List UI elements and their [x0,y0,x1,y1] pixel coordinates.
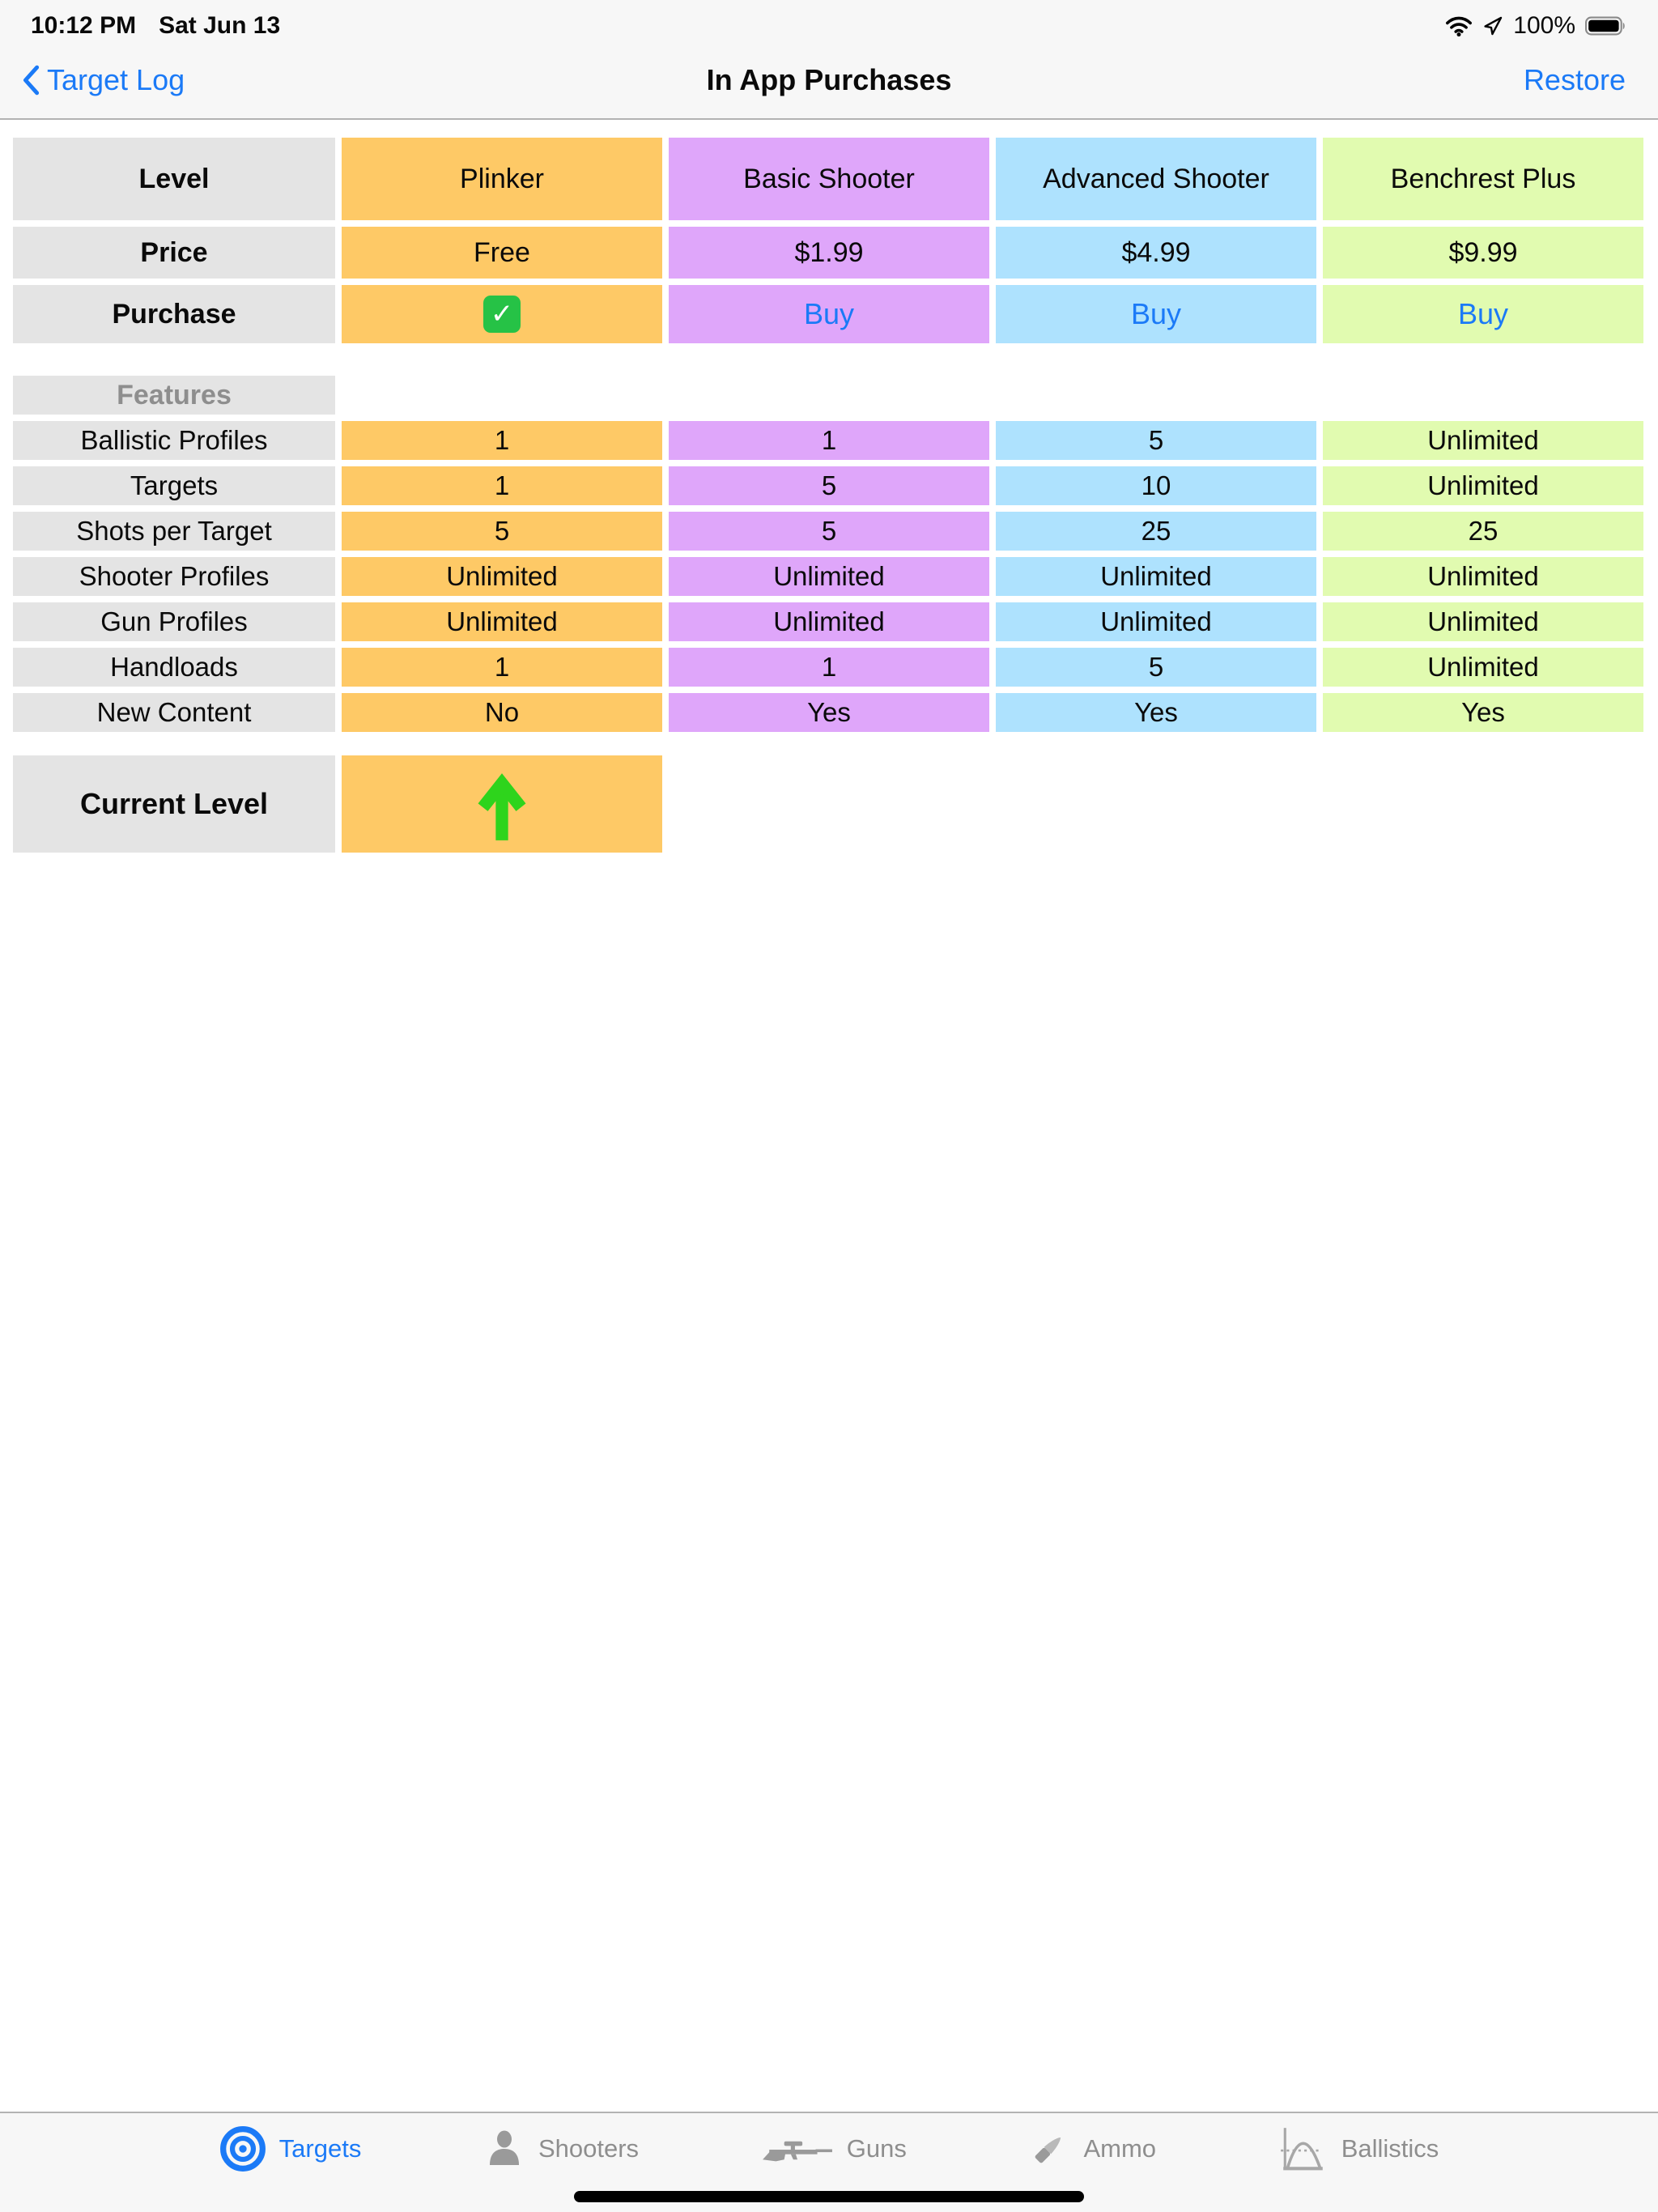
location-arrow-icon [1482,15,1503,36]
feature-cell: Unlimited [1323,466,1643,505]
wifi-icon [1445,15,1473,36]
price-cell: $1.99 [669,227,989,279]
feature-cell: Unlimited [1323,648,1643,687]
buy-benchrest-plus-button[interactable] [1323,285,1643,343]
table-row-shooter-profiles [0,557,1658,596]
feature-cell: 1 [342,421,662,460]
row-label-current-level: Current Level [13,755,335,853]
column-header-plinker: Plinker [342,138,662,220]
column-header-advanced-shooter: Advanced Shooter [996,138,1316,220]
row-label-level: Level [13,138,335,220]
table-row-current-level [0,755,1658,853]
feature-cell: No [342,693,662,732]
buy-label: Buy [803,297,855,330]
feature-cell: 25 [996,512,1316,551]
feature-cell: 1 [669,421,989,460]
purchased-cell [342,285,662,343]
features-section-label: Features [13,376,335,415]
feature-cell: Unlimited [996,557,1316,596]
tab-label: Ammo [1083,2134,1157,2163]
row-label: New Content [13,693,335,732]
buy-basic-shooter-button[interactable] [669,285,989,343]
table-row-new-content [0,693,1658,732]
table-row-gun-profiles [0,602,1658,641]
tab-label: Targets [278,2134,362,2163]
feature-cell: Unlimited [1323,421,1643,460]
content-area [0,120,1658,859]
current-level-cell-plinker [342,755,662,853]
feature-cell: 1 [342,648,662,687]
feature-cell: 5 [669,466,989,505]
buy-label: Buy [1457,297,1509,330]
status-bar [0,0,1658,47]
tab-label: Shooters [538,2134,640,2163]
table-row-shots-per-target [0,512,1658,551]
table-row-ballistic-profiles [0,421,1658,460]
tab-guns[interactable] [761,2133,907,2164]
green-check-icon: ✓ [483,296,521,333]
tab-label: Ballistics [1341,2134,1439,2163]
table-row-purchase [0,285,1658,343]
price-cell: $4.99 [996,227,1316,279]
tab-targets[interactable] [219,2125,362,2172]
row-label-price: Price [13,227,335,279]
row-label-purchase: Purchase [13,285,335,343]
feature-cell: Unlimited [1323,602,1643,641]
feature-cell: Unlimited [342,602,662,641]
status-date: Sat Jun 13 [159,12,281,39]
feature-cell: Unlimited [669,602,989,641]
feature-cell: Unlimited [669,557,989,596]
feature-cell: 5 [342,512,662,551]
status-time: 10:12 PM [31,12,137,39]
column-header-basic-shooter: Basic Shooter [669,138,989,220]
bullet-icon [1028,2128,1070,2170]
feature-cell: Unlimited [996,602,1316,641]
target-icon [219,2125,266,2172]
purchase-table [0,120,1658,853]
tab-ballistics[interactable] [1278,2125,1439,2172]
row-label: Targets [13,466,335,505]
feature-cell: 5 [996,648,1316,687]
feature-cell: 1 [342,466,662,505]
tab-bar [0,2112,1658,2212]
price-cell: $9.99 [1323,227,1643,279]
table-row-level [0,138,1658,220]
feature-cell: Yes [996,693,1316,732]
battery-icon [1585,15,1627,36]
feature-cell: Yes [669,693,989,732]
buy-advanced-shooter-button[interactable] [996,285,1316,343]
feature-cell: 5 [669,512,989,551]
row-label: Shots per Target [13,512,335,551]
table-row-features-header [0,376,1658,415]
feature-cell: Unlimited [342,557,662,596]
tab-label: Guns [846,2134,907,2163]
row-label: Shooter Profiles [13,557,335,596]
back-button-label: Target Log [47,63,185,96]
page-title: In App Purchases [706,63,952,96]
row-label: Gun Profiles [13,602,335,641]
row-label: Handloads [13,648,335,687]
battery-percent: 100% [1513,12,1575,39]
green-up-arrow-icon [475,764,529,844]
table-row-price [0,227,1658,279]
column-header-benchrest-plus: Benchrest Plus [1323,138,1643,220]
trajectory-icon [1278,2125,1329,2172]
feature-cell: 10 [996,466,1316,505]
rifle-icon [761,2133,834,2164]
price-cell: Free [342,227,662,279]
restore-button[interactable]: Restore [1523,63,1626,96]
feature-cell: 1 [669,648,989,687]
feature-cell: Yes [1323,693,1643,732]
tab-ammo[interactable] [1028,2128,1156,2170]
buy-label: Buy [1130,297,1182,330]
home-indicator[interactable] [574,2191,1084,2202]
row-label: Ballistic Profiles [13,421,335,460]
feature-cell: 5 [996,421,1316,460]
tab-shooters[interactable] [483,2128,639,2170]
table-row-handloads [0,648,1658,687]
person-icon [483,2128,525,2170]
top-chrome [0,0,1658,120]
table-row-targets [0,466,1658,505]
feature-cell: Unlimited [1323,557,1643,596]
feature-cell: 25 [1323,512,1643,551]
nav-bar [0,42,1658,118]
